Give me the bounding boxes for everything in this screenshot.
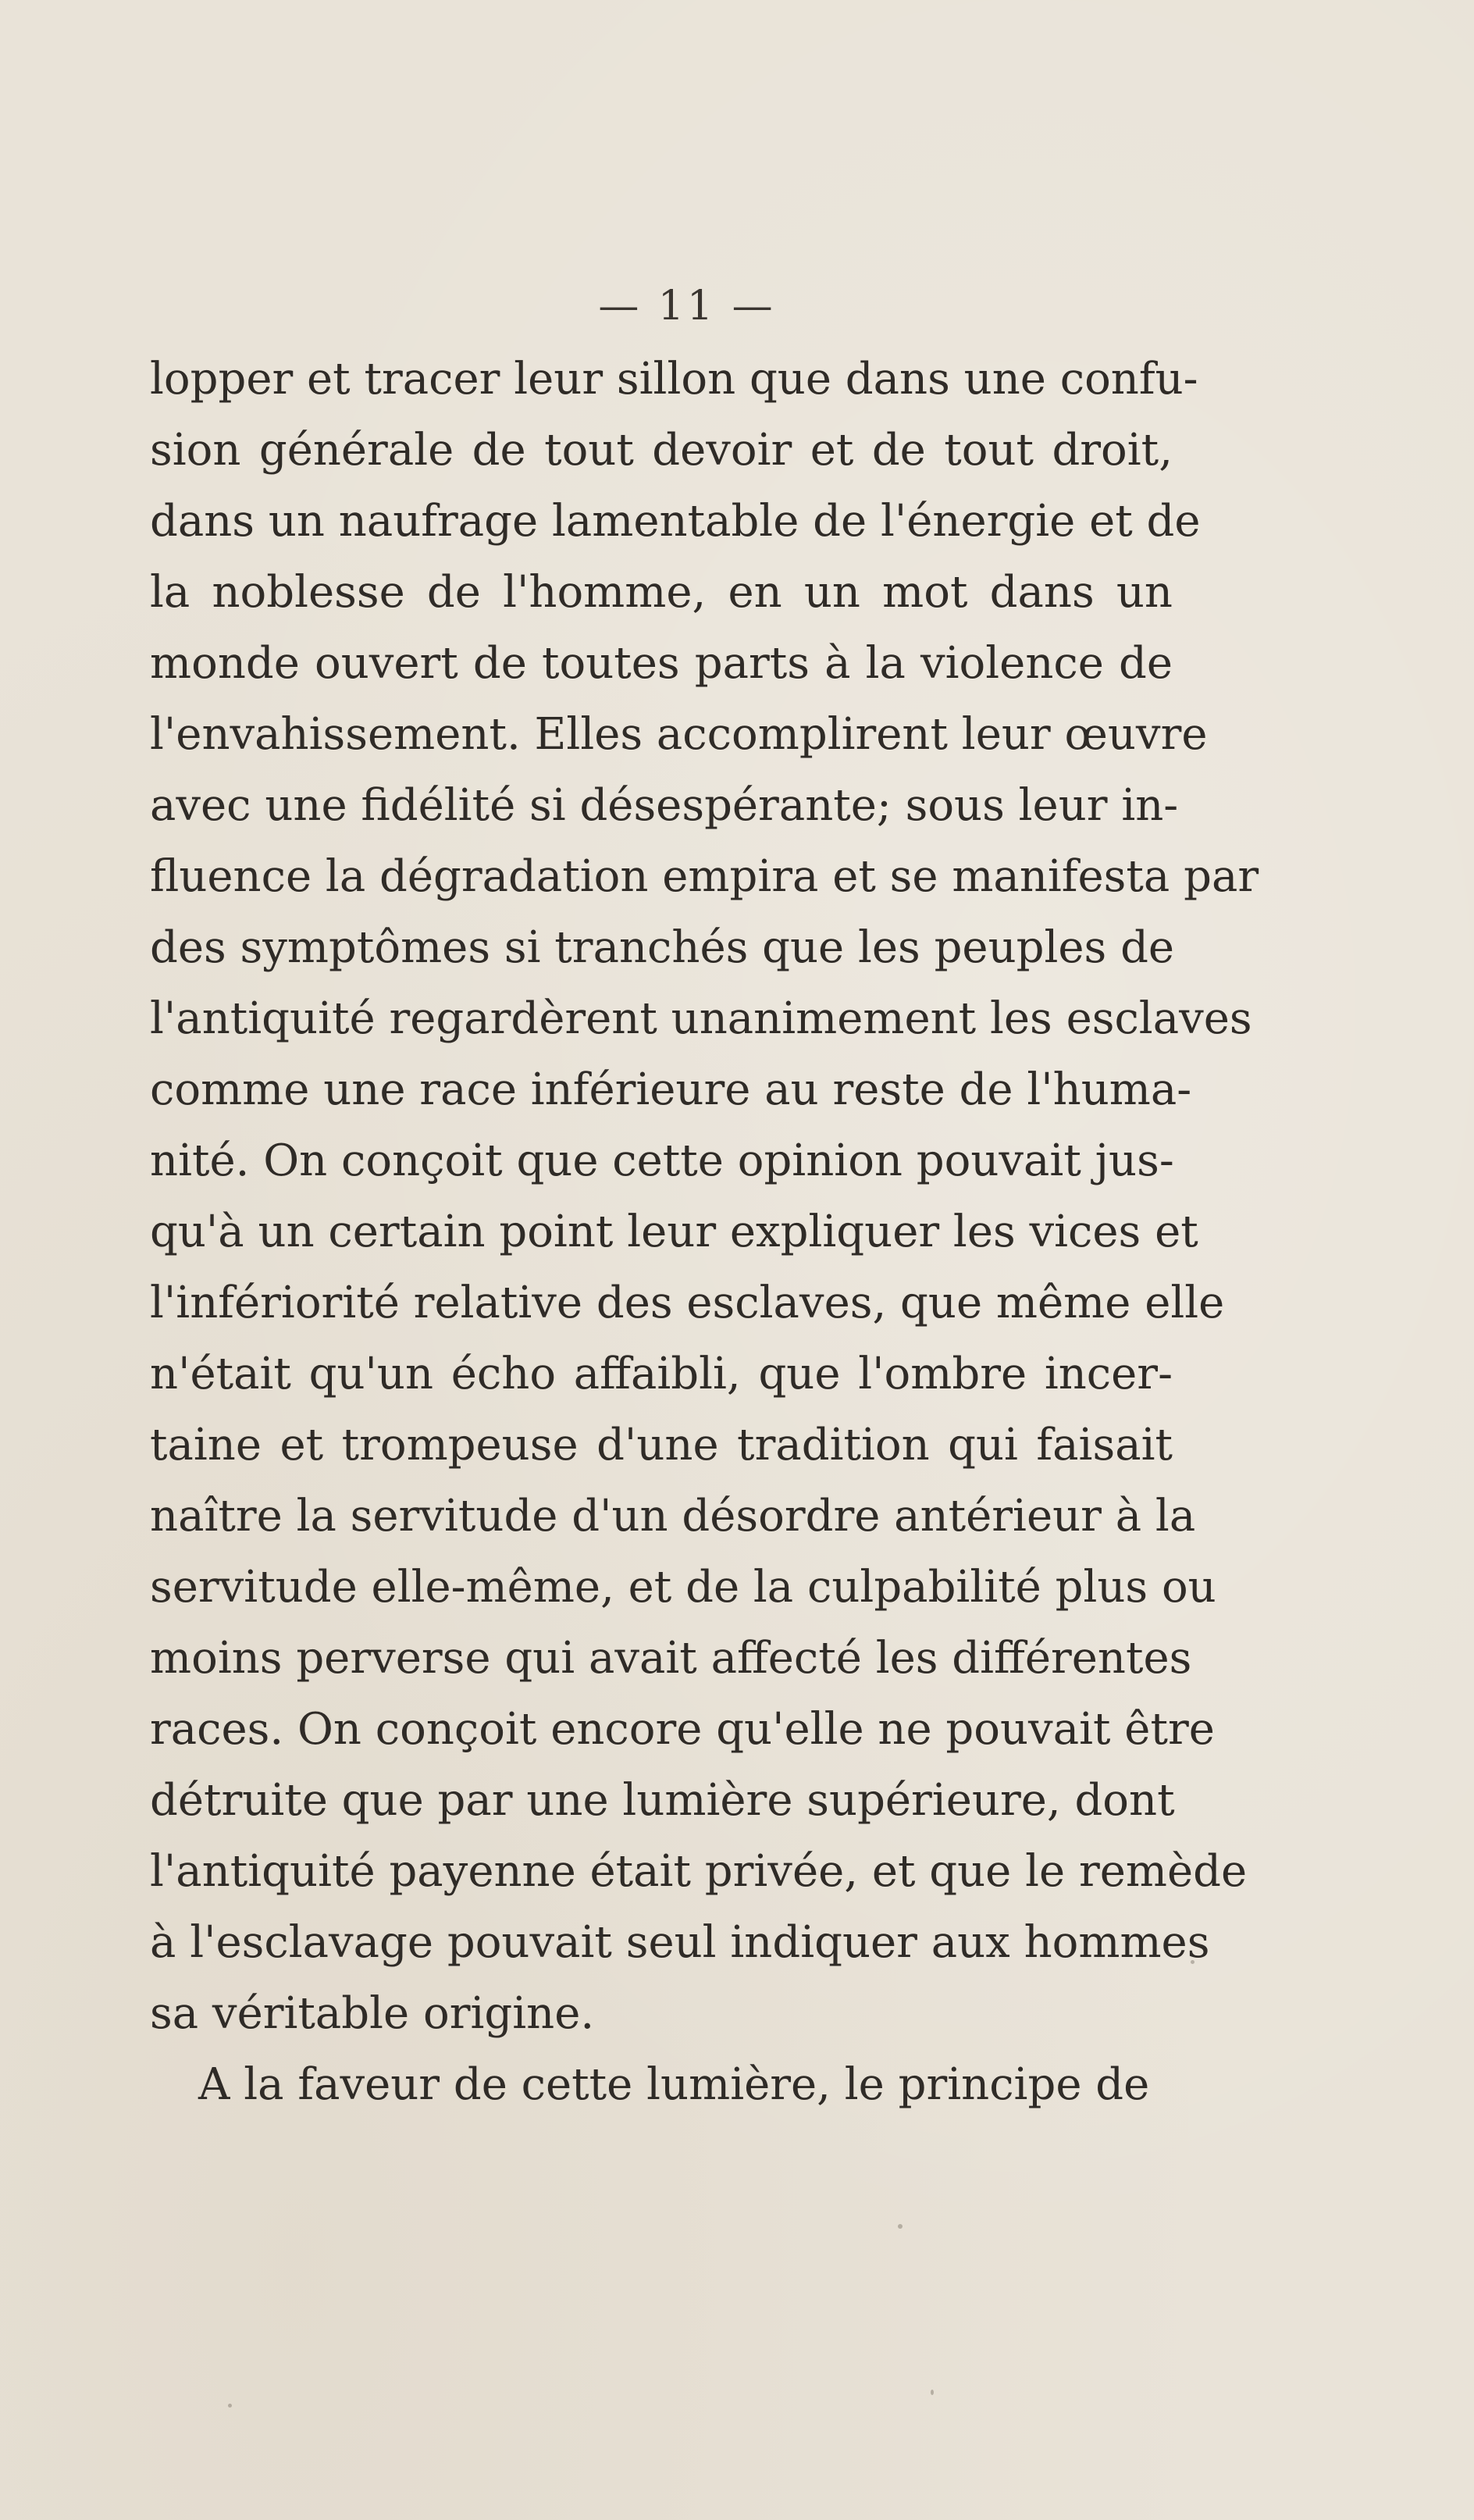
text-line: avec une fidélité si désespérante; sous leur in- xyxy=(150,780,1179,831)
text-line: comme une race inférieure au reste de l'huma- xyxy=(150,1064,1192,1115)
text-line: l'antiquité payenne était privée, et que le remède xyxy=(150,1846,1248,1897)
body-text xyxy=(150,344,1259,2120)
text-line: servitude elle-même, et de la culpabilité plus ou xyxy=(150,1562,1216,1613)
text-line: A la faveur de cette lumière, le principe de xyxy=(198,2059,1150,2110)
text-line: l'antiquité regardèrent unanimement les esclaves xyxy=(150,993,1252,1044)
text-line: naître la servitude d'un désordre antérieur à la xyxy=(150,1491,1196,1542)
text-line: des symptômes si tranchés que les peuples de xyxy=(150,922,1175,973)
text-line: à l'esclavage pouvait seul indiquer aux hommes xyxy=(150,1917,1210,1968)
text-line: fluence la dégradation empira et se manifesta par xyxy=(150,851,1259,902)
page-number: — 11 — xyxy=(598,283,776,330)
text-line: dans un naufrage lamentable de l'énergie et de xyxy=(150,496,1201,547)
text-line: qu'à un certain point leur expliquer les vices et xyxy=(150,1207,1198,1257)
text-line: sa véritable origine. xyxy=(150,1988,595,2039)
text-line: taine et trompeuse d'une tradition qui faisait xyxy=(150,1420,1173,1470)
text-line: l'envahissement. Elles accomplirent leur œuvre xyxy=(150,709,1208,760)
text-line: sion générale de tout devoir et de tout droit, xyxy=(150,425,1173,476)
text-line: races. On conçoit encore qu'elle ne pouvait être xyxy=(150,1704,1215,1755)
text-line: monde ouvert de toutes parts à la violence de xyxy=(150,638,1173,689)
text-line: n'était qu'un écho affaibli, que l'ombre incer- xyxy=(150,1349,1173,1399)
paper-speck xyxy=(931,2390,934,2395)
text-line: lopper et tracer leur sillon que dans une confu- xyxy=(150,354,1198,405)
text-line: l'infériorité relative des esclaves, que même elle xyxy=(150,1278,1225,1328)
text-line: nité. On conçoit que cette opinion pouvait jus- xyxy=(150,1135,1174,1186)
paper-speck xyxy=(898,2224,903,2229)
text-line: la noblesse de l'homme, en un mot dans un xyxy=(150,567,1173,618)
text-line: détruite que par une lumière supérieure, dont xyxy=(150,1775,1175,1826)
paper-speck xyxy=(1191,1960,1195,1964)
paper-speck xyxy=(228,2404,232,2408)
text-line: moins perverse qui avait affecté les différentes xyxy=(150,1633,1192,1684)
